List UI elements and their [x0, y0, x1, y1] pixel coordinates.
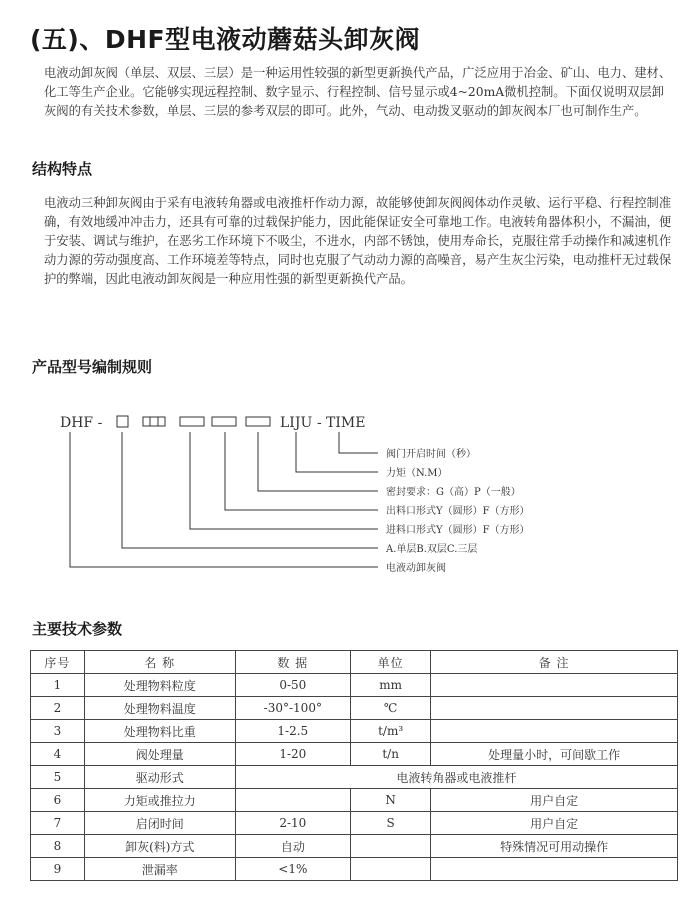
cell-remark: [431, 858, 678, 881]
header-data: 数 据: [235, 651, 350, 674]
cell-name: 驱动形式: [84, 766, 235, 789]
table-row: [31, 812, 678, 835]
cell-data: 自动: [235, 835, 350, 858]
model-liju: LIJU: [280, 415, 313, 431]
cell-unit: t/m³: [350, 720, 430, 743]
table-header-row: [31, 651, 678, 674]
diagram-leader-lines: [70, 432, 378, 567]
params-heading: 主要技术参数: [32, 620, 123, 638]
cell-data: <1%: [235, 858, 350, 881]
cell-remark: 用户自定: [431, 789, 678, 812]
intro-paragraph: 电液动卸灰阀（单层、双层、三层）是一种运用性较强的新型更新换代产品，广泛应用于冶金、矿山、电力、建材、化工等生产企业。它能够实现远程控制、数字显示、行程控制、信号显示或4~20mA微机控制。下面仅说明双层卸灰阀的有关技术参数，单层、三层的参考双层的即可。此外，气动、电动拨叉驱动的卸灰阀本厂也可制作生产。: [44, 66, 672, 118]
cell-index: 5: [31, 766, 85, 789]
cell-name: 阀处理量: [84, 743, 235, 766]
cell-index: 7: [31, 812, 85, 835]
header-name: 名 称: [84, 651, 235, 674]
cell-data: 2-10: [235, 812, 350, 835]
cell-data: 1-20: [235, 743, 350, 766]
table-row: [31, 743, 678, 766]
cell-remark: [431, 720, 678, 743]
cell-remark: 用户自定: [431, 812, 678, 835]
model-prefix: DHF -: [60, 415, 103, 431]
cell-remark: [431, 697, 678, 720]
label-open-time: 阀门开启时间（秒）: [386, 449, 476, 460]
cell-remark: 处理量小时，可间歇工作: [431, 743, 678, 766]
cell-index: 9: [31, 858, 85, 881]
cell-unit: [350, 835, 430, 858]
table-row: [31, 766, 678, 789]
cell-unit: ℃: [350, 697, 430, 720]
table-row: [31, 835, 678, 858]
table-row: [31, 720, 678, 743]
label-seal: 密封要求：G（高）P（一般）: [386, 487, 521, 498]
model-rule-heading: 产品型号编制规则: [32, 358, 153, 376]
cell-index: 2: [31, 697, 85, 720]
cell-name: 力矩或推拉力: [84, 789, 235, 812]
code-box-seal: [212, 417, 236, 426]
cell-name: 处理物料粒度: [84, 674, 235, 697]
cell-unit: [350, 858, 430, 881]
cell-remark: 特殊情况可用动操作: [431, 835, 678, 858]
cell-data: -30°-100°: [235, 697, 350, 720]
table-row: [31, 858, 678, 881]
cell-data: 0-50: [235, 674, 350, 697]
header-remark: 备 注: [431, 651, 678, 674]
cell-index: 1: [31, 674, 85, 697]
cell-unit: N: [350, 789, 430, 812]
cell-unit: t/n: [350, 743, 430, 766]
table-row: [31, 789, 678, 812]
cell-index: 6: [31, 789, 85, 812]
table-row: [31, 697, 678, 720]
model-time: TIME: [326, 415, 366, 431]
cell-index: 4: [31, 743, 85, 766]
label-valve: 电液动卸灰阀: [386, 563, 446, 574]
cell-unit: mm: [350, 674, 430, 697]
model-dash: -: [317, 415, 322, 431]
code-box-torque: [246, 417, 270, 426]
cell-name: 处理物料温度: [84, 697, 235, 720]
label-outlet: 出料口形式Y（圆形）F（方形）: [386, 506, 530, 517]
header-index: 序号: [31, 651, 85, 674]
structure-heading: 结构特点: [32, 160, 93, 178]
page-title: (五)、DHF型电液动蘑菇头卸灰阀: [30, 25, 421, 54]
cell-remark: [431, 674, 678, 697]
label-layers: A.单层B.双层C.三层: [386, 544, 478, 555]
code-box-outlet: [180, 417, 204, 426]
table-row: [31, 674, 678, 697]
code-box-inlet: [143, 417, 165, 426]
header-unit: 单位: [350, 651, 430, 674]
cell-data: 1-2.5: [235, 720, 350, 743]
cell-index: 3: [31, 720, 85, 743]
cell-drive-type: 电液转角器或电液推杆: [235, 766, 677, 789]
model-code-diagram: [0, 395, 700, 580]
structure-paragraph: 电液动三种卸灰阀由于采有电液转角器或电液推杆作动力源，故能够使卸灰阀阀体动作灵敏、运行平稳、行程控制准确，有效地缓冲冲击力，还具有可靠的过载保护能力，因此能保证安全可靠地工作。电液转角器体积小，不漏油，便于安装、调试与维护，在恶劣工作环境下不吸尘，不进水，内部不锈蚀，使用寿命长，克服往常手动操作和减速机作动力源的劳动强度高、工作环境差等特点，同时也克服了气动动力源的高噪音，易产生灰尘污染，电动推杆无过载保护的弊端，因此电液动卸灰阀是一种应用性强的新型更新换代产品。: [44, 196, 672, 286]
label-torque: 力矩（N.M）: [386, 468, 448, 479]
cell-unit: S: [350, 812, 430, 835]
cell-name: 处理物料比重: [84, 720, 235, 743]
code-box-type: [117, 416, 128, 427]
cell-name: 卸灰(料)方式: [84, 835, 235, 858]
cell-name: 启闭时间: [84, 812, 235, 835]
cell-data: [235, 789, 350, 812]
label-inlet: 进料口形式Y（圆形）F（方形）: [386, 525, 530, 536]
cell-name: 泄漏率: [84, 858, 235, 881]
params-table: [30, 650, 678, 881]
cell-index: 8: [31, 835, 85, 858]
